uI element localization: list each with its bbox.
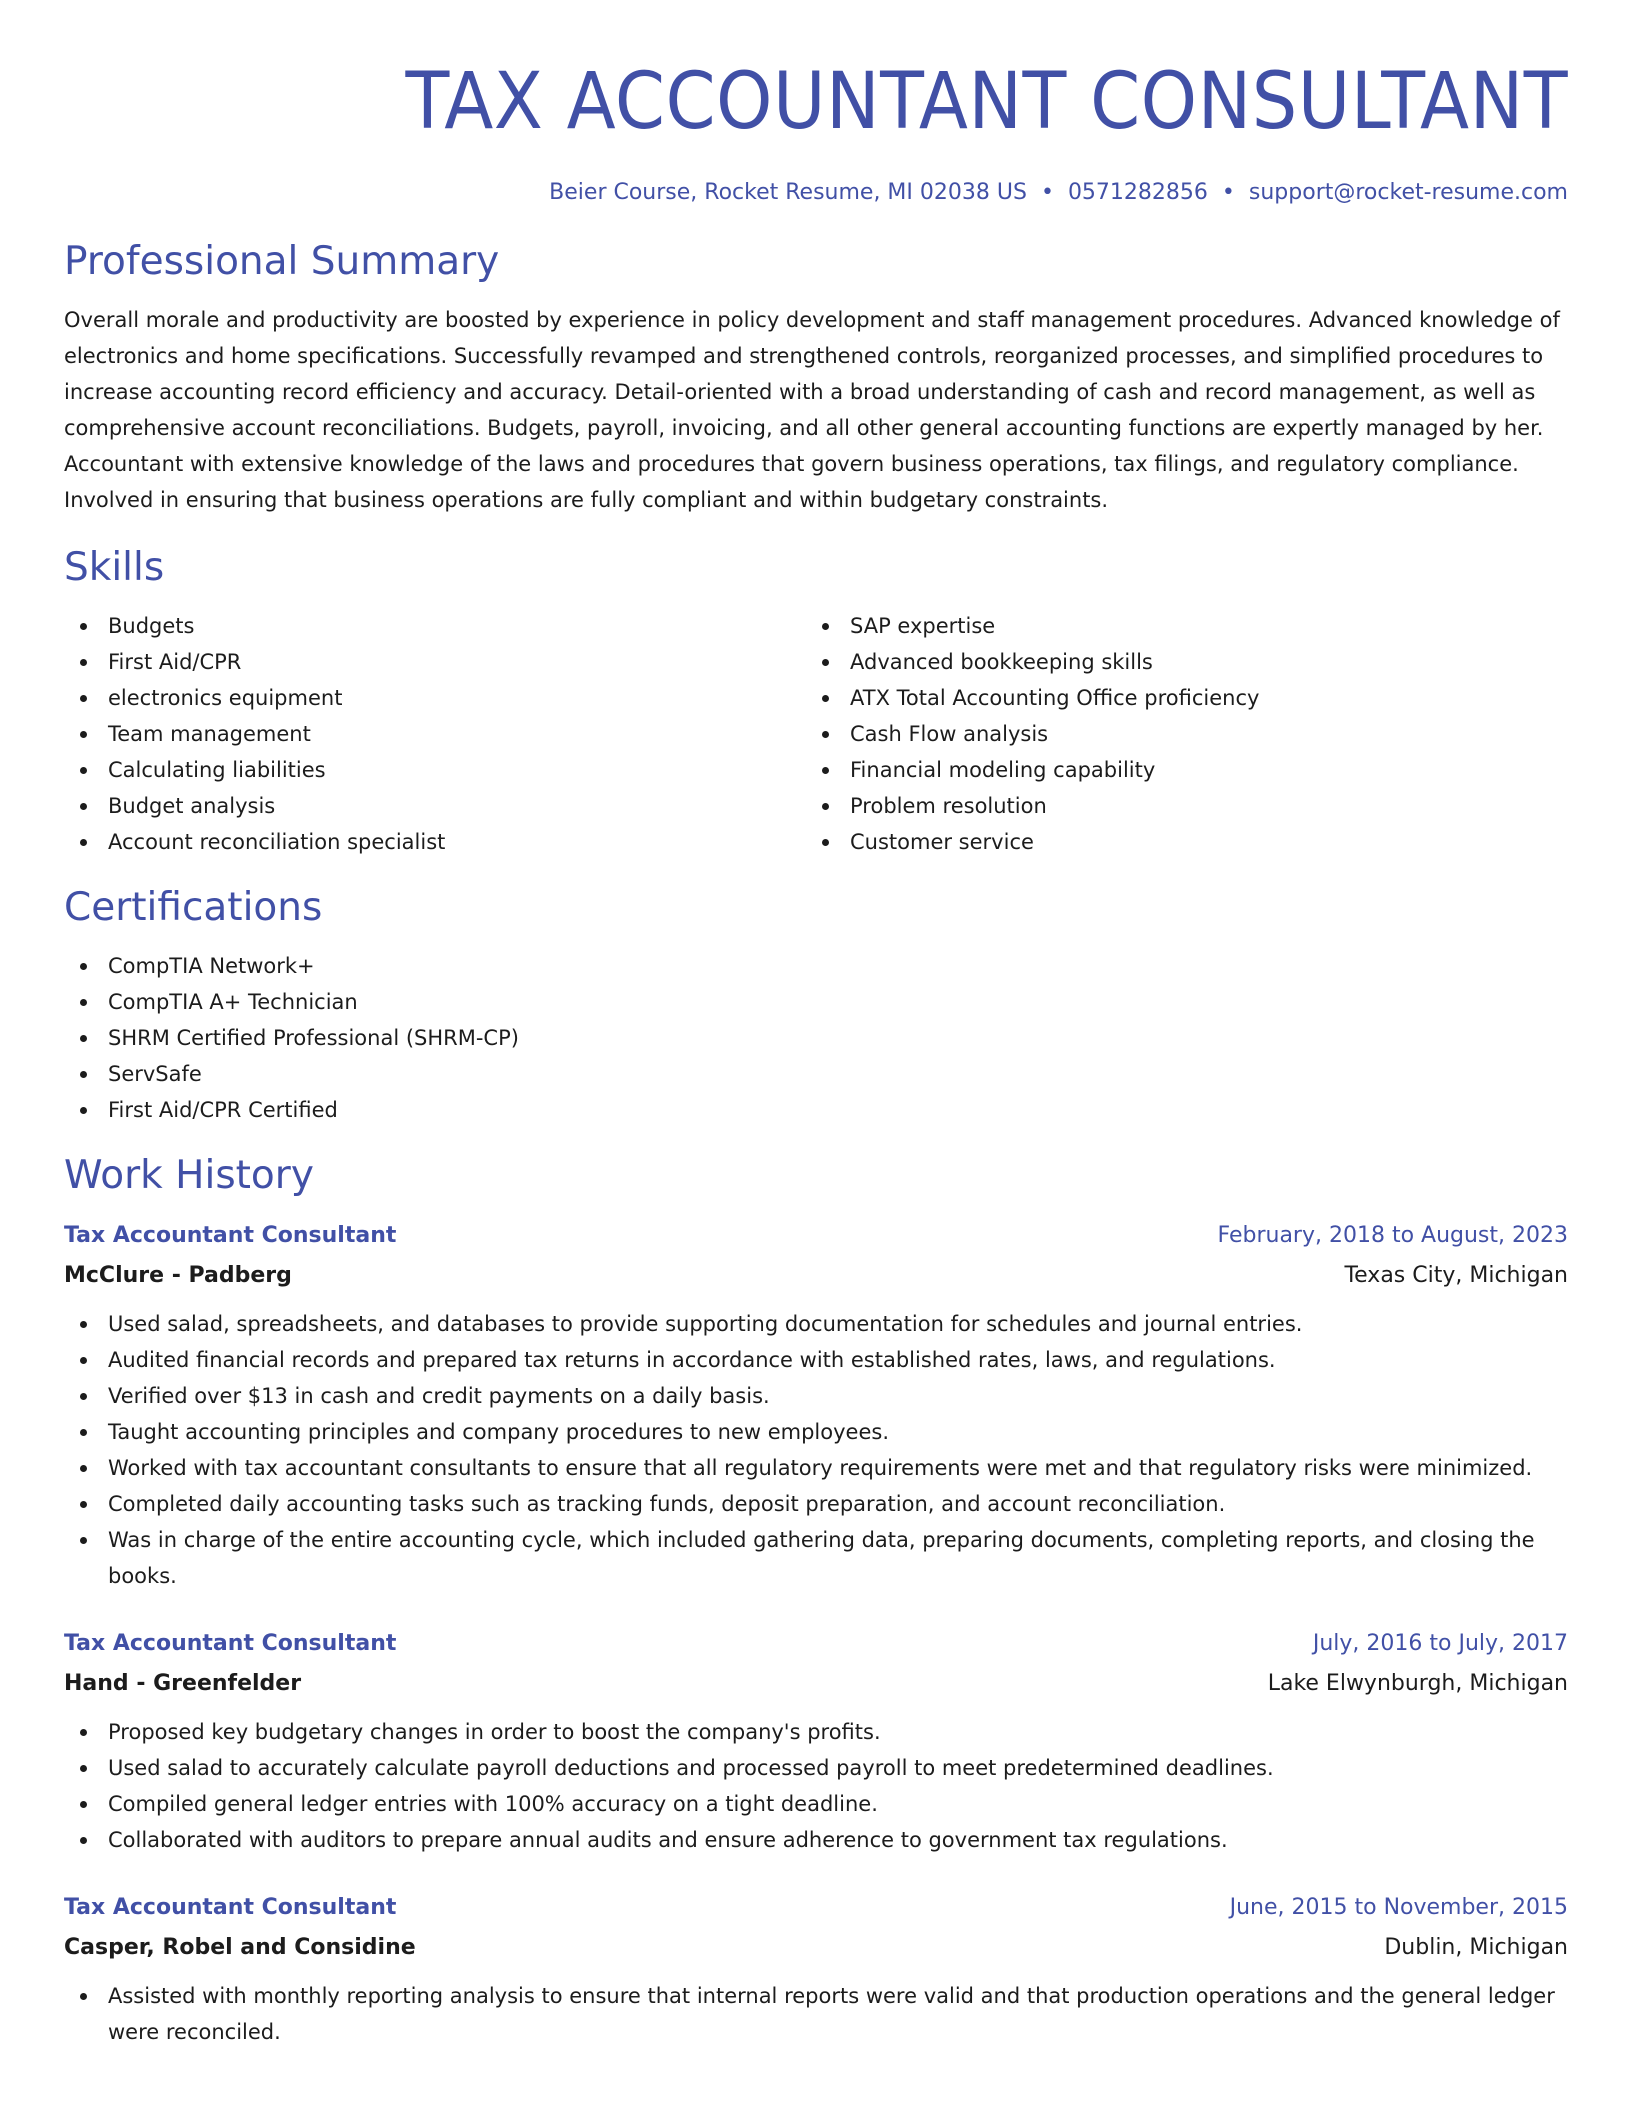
job-dates: February, 2018 to August, 2023 bbox=[1217, 1223, 1568, 1248]
job-bullet: Worked with tax accountant consultants to ensure that all regulatory requirements were met and that regulatory risks were minimized. bbox=[64, 1450, 1568, 1486]
certifications-heading: Certifications bbox=[64, 885, 323, 930]
job-entry bbox=[64, 1216, 1568, 1594]
skill-item: Team management bbox=[64, 716, 806, 752]
contact-phone: 0571282856 bbox=[1067, 180, 1208, 205]
skills-heading: Skills bbox=[64, 545, 165, 590]
certifications-list bbox=[64, 948, 1568, 1128]
job-company: Hand - Greenfelder bbox=[64, 1671, 302, 1696]
job-bullet-list bbox=[64, 1978, 1568, 2050]
skill-item: Advanced bookkeeping skills bbox=[806, 644, 1548, 680]
work-history-heading: Work History bbox=[64, 1153, 314, 1198]
skills-list-left bbox=[64, 608, 806, 860]
job-title: Tax Accountant Consultant bbox=[64, 1631, 397, 1656]
job-location: Lake Elwynburgh, Michigan bbox=[1267, 1671, 1568, 1696]
job-bullet: Verified over $13 in cash and credit payments on a daily basis. bbox=[64, 1378, 1568, 1414]
job-bullet: Completed daily accounting tasks such as tracking funds, deposit preparation, and account reconciliation. bbox=[64, 1486, 1568, 1522]
job-bullet: Collaborated with auditors to prepare annual audits and ensure adherence to government tax regulations. bbox=[64, 1822, 1568, 1858]
job-title-row bbox=[64, 1624, 1568, 1664]
certification-item: ServSafe bbox=[64, 1056, 1568, 1092]
contact-address: Beier Course, Rocket Resume, MI 02038 US bbox=[549, 180, 1027, 205]
job-bullet: Audited financial records and prepared tax returns in accordance with established rates, laws, and regulations. bbox=[64, 1342, 1568, 1378]
skill-item: Financial modeling capability bbox=[806, 752, 1548, 788]
job-location: Texas City, Michigan bbox=[1344, 1263, 1568, 1288]
skill-item: First Aid/CPR bbox=[64, 644, 806, 680]
job-bullet: Taught accounting principles and company procedures to new employees. bbox=[64, 1414, 1568, 1450]
skill-item: ATX Total Accounting Office proficiency bbox=[806, 680, 1548, 716]
certification-item: CompTIA A+ Technician bbox=[64, 984, 1568, 1020]
certification-item: First Aid/CPR Certified bbox=[64, 1092, 1568, 1128]
job-title: Tax Accountant Consultant bbox=[64, 1223, 397, 1248]
job-entry bbox=[64, 1624, 1568, 1858]
job-company-row bbox=[64, 1256, 1568, 1296]
skill-item: Calculating liabilities bbox=[64, 752, 806, 788]
job-company: McClure - Padberg bbox=[64, 1263, 292, 1288]
contact-separator: • bbox=[1040, 180, 1054, 205]
job-title: Tax Accountant Consultant bbox=[64, 1895, 397, 1920]
contact-separator: • bbox=[1221, 180, 1235, 205]
job-company-row bbox=[64, 1664, 1568, 1704]
skill-item: electronics equipment bbox=[64, 680, 806, 716]
skills-columns bbox=[64, 608, 1568, 860]
skill-item: Budgets bbox=[64, 608, 806, 644]
skills-list-right bbox=[806, 608, 1548, 860]
job-bullet-list bbox=[64, 1306, 1568, 1594]
job-location: Dublin, Michigan bbox=[1384, 1935, 1568, 1960]
contact-line bbox=[64, 178, 1568, 208]
job-company: Casper, Robel and Considine bbox=[64, 1935, 416, 1960]
skill-item: Customer service bbox=[806, 824, 1548, 860]
skill-item: SAP expertise bbox=[806, 608, 1548, 644]
summary-text: Overall morale and productivity are boosted by experience in policy development and staff management procedures. Advanced knowledge of electronics and home specifications. Successfully revamped and strengthened controls, reorganized processes, and simplified procedures to increase accounting record efficiency and accuracy. Detail-oriented with a broad understanding of cash and record management, as well as comprehensive account reconciliations. Budgets, payroll, invoicing, and all other general accounting functions are expertly managed by her. Accountant with extensive knowledge of the laws and procedures that govern business operations, tax filings, and regulatory compliance. Involved in ensuring that business operations are fully compliant and within budgetary constraints. bbox=[64, 308, 1560, 512]
resume-header bbox=[64, 0, 1568, 208]
skill-item: Problem resolution bbox=[806, 788, 1548, 824]
job-company-row bbox=[64, 1928, 1568, 1968]
job-bullet: Assisted with monthly reporting analysis to ensure that internal reports were valid and that production operations and the general ledger were reconciled. bbox=[64, 1978, 1568, 2050]
work-history-list bbox=[64, 1216, 1568, 2050]
skill-item: Budget analysis bbox=[64, 788, 806, 824]
job-dates: June, 2015 to November, 2015 bbox=[1229, 1895, 1568, 1920]
skill-item: Account reconciliation specialist bbox=[64, 824, 806, 860]
job-entry bbox=[64, 1888, 1568, 2050]
certification-item: CompTIA Network+ bbox=[64, 948, 1568, 984]
job-bullet: Used salad to accurately calculate payroll deductions and processed payroll to meet predetermined deadlines. bbox=[64, 1750, 1568, 1786]
contact-email[interactable]: support@rocket-resume.com bbox=[1248, 180, 1568, 205]
summary-heading: Professional Summary bbox=[64, 239, 500, 284]
certification-item: SHRM Certified Professional (SHRM-CP) bbox=[64, 1020, 1568, 1056]
job-bullet-list bbox=[64, 1714, 1568, 1858]
job-dates: July, 2016 to July, 2017 bbox=[1312, 1631, 1568, 1656]
job-bullet: Was in charge of the entire accounting cycle, which included gathering data, preparing documents, completing reports, and closing the books. bbox=[64, 1522, 1568, 1594]
skill-item: Cash Flow analysis bbox=[806, 716, 1548, 752]
job-bullet: Compiled general ledger entries with 100% accuracy on a tight deadline. bbox=[64, 1786, 1568, 1822]
job-bullet: Proposed key budgetary changes in order to boost the company's profits. bbox=[64, 1714, 1568, 1750]
job-bullet: Used salad, spreadsheets, and databases to provide supporting documentation for schedules and journal entries. bbox=[64, 1306, 1568, 1342]
candidate-name: TAX ACCOUNTANT CONSULTANT bbox=[405, 57, 1568, 147]
job-title-row bbox=[64, 1216, 1568, 1256]
job-title-row bbox=[64, 1888, 1568, 1928]
